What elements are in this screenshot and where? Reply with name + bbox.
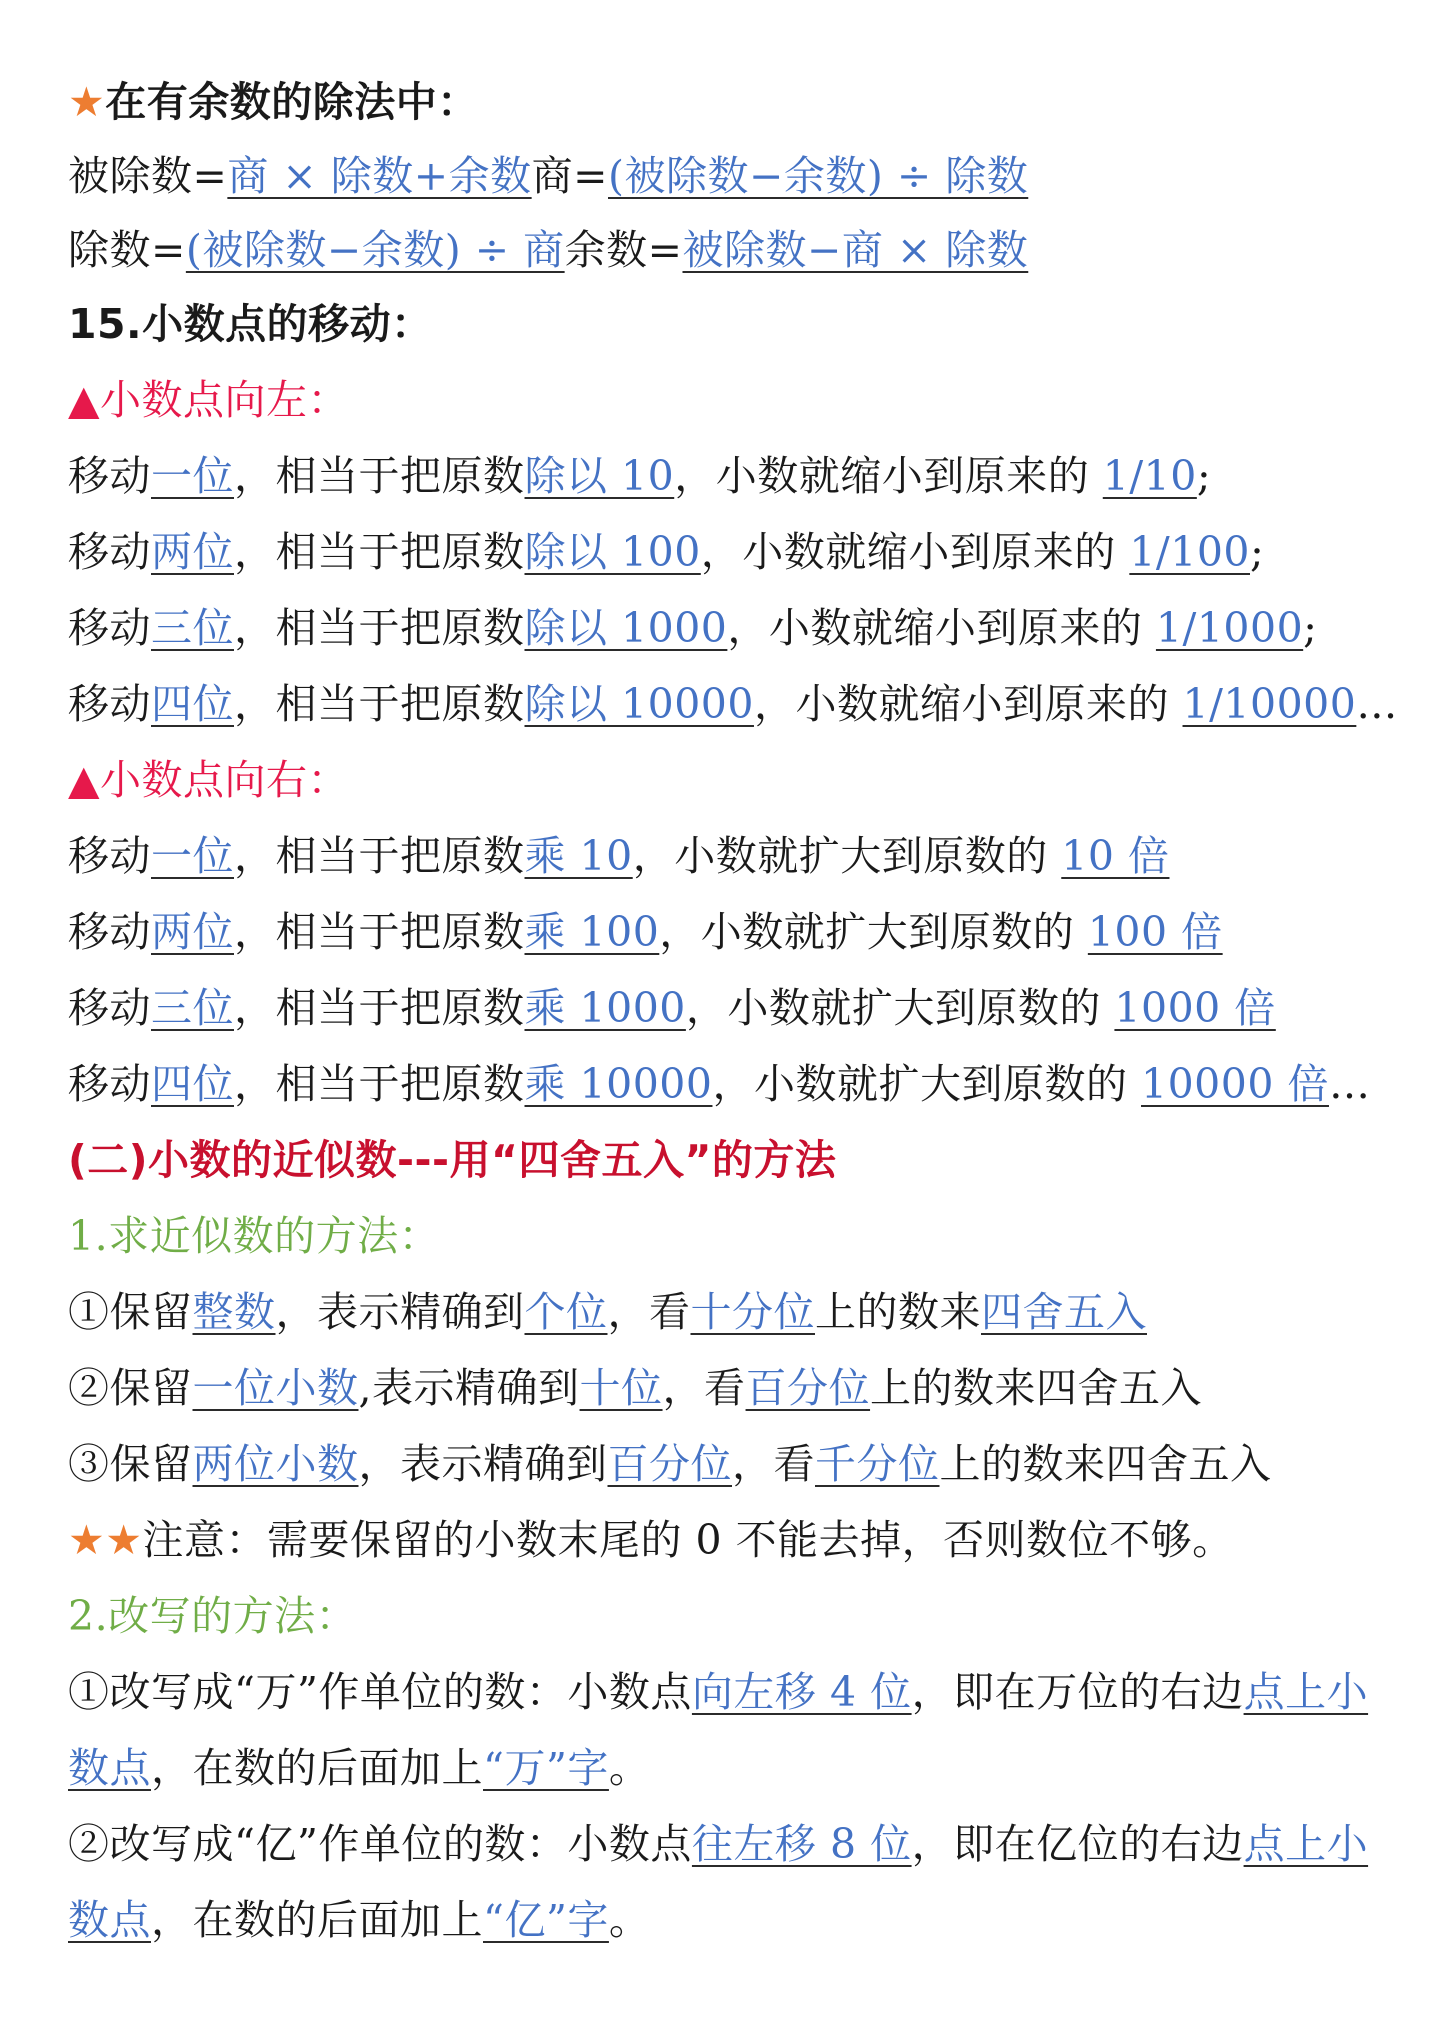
- answer-text: 两位: [151, 528, 234, 576]
- plain-text: ，即在亿位的右边: [911, 1820, 1244, 1868]
- plain-text: ，小数就缩小到原来的: [700, 528, 1130, 576]
- plain-text: ①改写成“万”作单位的数：小数点: [68, 1668, 692, 1716]
- plain-text: ，表示精确到: [358, 1440, 608, 1488]
- plain-text: ，小数就扩大到原数的: [712, 1060, 1142, 1108]
- plain-text: ，相当于把原数: [234, 604, 525, 652]
- answer-text: 四舍五入: [981, 1288, 1147, 1336]
- plain-text: ，相当于把原数: [234, 832, 525, 880]
- answer-text: 四位: [151, 680, 234, 728]
- answer-text: 个位: [524, 1288, 608, 1336]
- plain-text: ，表示精确到: [275, 1288, 525, 1336]
- subheading-text: 小数点向左：: [100, 376, 350, 424]
- plain-text: ;: [1196, 452, 1212, 500]
- answer-text: 一位: [151, 452, 234, 500]
- answer-text: 千分位: [815, 1440, 940, 1488]
- answer-text: (被除数−余数) ÷ 除数: [608, 152, 1029, 200]
- formula-line: [68, 138, 1028, 214]
- plain-text: 移动: [68, 680, 151, 728]
- subheading-move-right: [68, 742, 349, 818]
- rule-row: [68, 666, 1398, 742]
- star-icon: ★: [68, 78, 106, 126]
- formula-line: [68, 212, 1028, 288]
- answer-text: 10 倍: [1061, 832, 1170, 880]
- heading-approximation: (二)小数的近似数---用“四舍五入”的方法: [68, 1136, 837, 1184]
- plain-text: ，看: [662, 1364, 746, 1412]
- plain-text: 移动: [68, 604, 151, 652]
- answer-text: 四位: [151, 1060, 234, 1108]
- note-text: 注意：需要保留的小数末尾的 0 不能去掉，否则数位不够。: [142, 1516, 1234, 1564]
- answer-text: 乘 10000: [524, 1060, 713, 1108]
- rewrite-paragraph: [68, 1654, 1378, 1806]
- answer-text: 十位: [579, 1364, 663, 1412]
- plain-text: 移动: [68, 984, 151, 1032]
- answer-text: 商 × 除数+余数: [227, 152, 532, 200]
- plain-text: ②保留: [68, 1364, 193, 1412]
- plain-text: ，相当于把原数: [234, 984, 525, 1032]
- triangle-icon: ▲: [68, 376, 101, 424]
- plain-text: ，小数就扩大到原数的: [659, 908, 1088, 956]
- answer-text: 除以 1000: [524, 604, 728, 652]
- plain-text: …: [1356, 680, 1398, 728]
- answer-text: 除以 10: [524, 452, 675, 500]
- plain-text: 移动: [68, 452, 151, 500]
- answer-text: 两位小数: [192, 1440, 359, 1488]
- rewrite-paragraph: [68, 1806, 1378, 1958]
- plain-text: ，小数就扩大到原数的: [632, 832, 1062, 880]
- plain-text: ，相当于把原数: [234, 1060, 525, 1108]
- answer-text: 十分位: [690, 1288, 815, 1336]
- rule-row: [68, 1046, 1370, 1122]
- plain-text: 上的数来四舍五入: [870, 1364, 1203, 1412]
- plain-text: ，小数就缩小到原来的: [674, 452, 1103, 500]
- heading-division-remainder: [68, 64, 479, 140]
- plain-text: ，小数就扩大到原数的: [685, 984, 1115, 1032]
- answer-text: 整数: [192, 1288, 276, 1336]
- answer-text: 1000 倍: [1114, 984, 1276, 1032]
- answer-text: 两位: [151, 908, 234, 956]
- answer-text: 1/10: [1102, 452, 1197, 500]
- star-icon: ★★: [68, 1516, 143, 1564]
- plain-text: 上的数来: [815, 1288, 981, 1336]
- plain-text: ，在数的后面加上: [151, 1896, 483, 1944]
- answer-text: 点上小数点: [68, 1668, 1369, 1792]
- answer-text: “亿”字: [483, 1896, 609, 1944]
- plain-text: ，相当于把原数: [234, 908, 525, 956]
- answer-text: 被除数−商 × 除数: [682, 226, 1029, 274]
- subheading-approx-method: 1.求近似数的方法：: [68, 1212, 441, 1260]
- answer-text: 三位: [151, 604, 234, 652]
- answer-text: 百分位: [745, 1364, 871, 1412]
- plain-text: 移动: [68, 832, 151, 880]
- plain-text: ,表示精确到: [358, 1364, 580, 1412]
- answer-text: 一位小数: [192, 1364, 359, 1412]
- plain-text: 移动: [68, 1060, 151, 1108]
- answer-text: 1/1000: [1155, 604, 1304, 652]
- answer-text: 除以 100: [524, 528, 701, 576]
- plain-text: 。: [608, 1896, 651, 1944]
- formula-label: 余数=: [564, 226, 683, 274]
- heading-text: 在有余数的除法中：: [105, 78, 479, 126]
- formula-label: 被除数=: [68, 152, 228, 200]
- answer-text: 1/10000: [1182, 680, 1357, 728]
- plain-text: ，看: [607, 1288, 691, 1336]
- rule-row: [68, 1350, 1202, 1426]
- answer-text: “万”字: [483, 1744, 609, 1792]
- formula-label: 除数=: [68, 226, 186, 274]
- answer-text: (被除数−余数) ÷ 商: [185, 226, 565, 274]
- subheading-text: 小数点向右：: [100, 756, 350, 804]
- plain-text: ，相当于把原数: [234, 680, 525, 728]
- answer-text: 一位: [151, 832, 234, 880]
- plain-text: 。: [608, 1744, 651, 1792]
- plain-text: 上的数来四舍五入: [939, 1440, 1272, 1488]
- plain-text: ，相当于把原数: [234, 452, 525, 500]
- rule-row: [68, 438, 1211, 514]
- answer-text: 百分位: [607, 1440, 732, 1488]
- answer-text: 往左移 8 位: [691, 1820, 912, 1868]
- answer-text: 除以 10000: [524, 680, 754, 728]
- plain-text: ，小数就缩小到原来的: [727, 604, 1156, 652]
- plain-text: ，即在万位的右边: [911, 1668, 1244, 1716]
- plain-text: ，在数的后面加上: [151, 1744, 483, 1792]
- plain-text: ③保留: [68, 1440, 193, 1488]
- answer-text: 乘 1000: [524, 984, 686, 1032]
- answer-text: 1/100: [1129, 528, 1250, 576]
- rule-row: [68, 514, 1264, 590]
- rule-row: [68, 590, 1318, 666]
- plain-text: …: [1328, 1060, 1371, 1108]
- subheading-rewrite-method: 2.改写的方法：: [68, 1592, 358, 1640]
- plain-text: ①保留: [68, 1288, 193, 1336]
- formula-label: 商=: [531, 152, 608, 200]
- answer-text: 10000 倍: [1141, 1060, 1329, 1108]
- heading-decimal-point-move: 15.小数点的移动：: [68, 300, 433, 348]
- subheading-move-left: [68, 362, 349, 438]
- answer-text: 乘 100: [524, 908, 660, 956]
- plain-text: ;: [1303, 604, 1318, 652]
- answer-text: 乘 10: [524, 832, 633, 880]
- answer-text: 100 倍: [1087, 908, 1223, 956]
- plain-text: ，看: [732, 1440, 815, 1488]
- plain-text: ②改写成“亿”作单位的数：小数点: [68, 1820, 692, 1868]
- rule-row: [68, 894, 1223, 970]
- answer-text: 点上小数点: [68, 1820, 1369, 1944]
- plain-text: 移动: [68, 908, 151, 956]
- plain-text: ;: [1250, 528, 1265, 576]
- rule-row: [68, 1426, 1272, 1502]
- plain-text: ，小数就缩小到原来的: [753, 680, 1183, 728]
- note-line: [68, 1502, 1234, 1578]
- plain-text: ，相当于把原数: [234, 528, 525, 576]
- answer-text: 三位: [151, 984, 234, 1032]
- rule-row: [68, 818, 1169, 894]
- triangle-icon: ▲: [68, 756, 101, 804]
- answer-text: 向左移 4 位: [691, 1668, 912, 1716]
- rule-row: [68, 1274, 1147, 1350]
- plain-text: 移动: [68, 528, 151, 576]
- rule-row: [68, 970, 1276, 1046]
